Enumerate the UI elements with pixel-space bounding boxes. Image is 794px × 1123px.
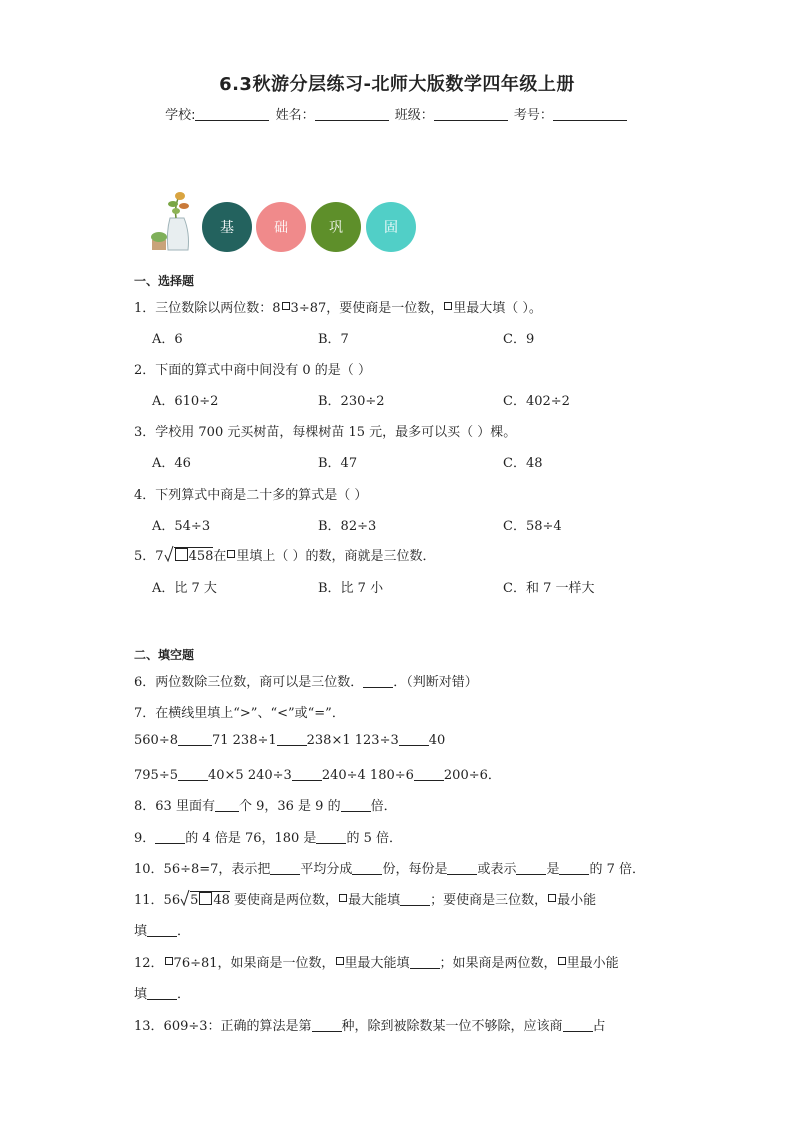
answer-blank[interactable] bbox=[400, 893, 430, 906]
answer-blank[interactable] bbox=[277, 733, 307, 746]
answer-blank[interactable] bbox=[292, 768, 322, 781]
q4-option-a[interactable]: A．54÷3 bbox=[152, 519, 211, 534]
question-3: 3．学校用 700 元买树苗，每棵树苗 15 元，最多可以买（ ）棵。 bbox=[134, 425, 517, 440]
section1-title: 一、选择题 bbox=[134, 274, 195, 288]
section2-title: 二、填空题 bbox=[134, 648, 195, 662]
q1-option-a[interactable]: A．6 bbox=[152, 332, 183, 347]
long-division-dividend-end: 48 bbox=[213, 893, 230, 908]
division-bracket-icon bbox=[180, 889, 190, 907]
q1-option-b[interactable]: B．7 bbox=[318, 332, 349, 347]
long-division-divisor: 7 bbox=[155, 549, 164, 564]
answer-blank[interactable] bbox=[447, 862, 477, 875]
answer-blank[interactable] bbox=[270, 862, 300, 875]
answer-blank[interactable] bbox=[178, 768, 208, 781]
section-banner bbox=[146, 188, 446, 258]
q3-option-c[interactable]: C．48 bbox=[503, 456, 543, 471]
box-icon bbox=[336, 957, 344, 965]
q3-option-b[interactable]: B．47 bbox=[318, 456, 358, 471]
class-label: 班级： bbox=[394, 108, 434, 123]
box-icon bbox=[175, 548, 188, 561]
answer-blank[interactable] bbox=[563, 1019, 593, 1032]
answer-blank[interactable] bbox=[341, 799, 371, 812]
question-1: 1．三位数除以两位数：8 3÷87，要使商是一位数， 里最大填（ ）。 bbox=[134, 301, 542, 316]
answer-blank[interactable] bbox=[215, 799, 239, 812]
class-blank[interactable] bbox=[434, 108, 508, 121]
answer-blank[interactable] bbox=[147, 987, 177, 1000]
page-title: 6.3秋游分层练习-北师大版数学四年级上册 bbox=[219, 74, 575, 95]
answer-blank[interactable] bbox=[178, 733, 212, 746]
answer-blank[interactable] bbox=[363, 675, 393, 688]
question-11: 11．56 5 48 要使商是两位数， 最大能填 ；要使商是三位数， 最小能 bbox=[134, 889, 596, 908]
question-6: 6．两位数除三位数，商可以是三位数． ．（判断对错） bbox=[134, 675, 478, 690]
long-division-dividend: 458 bbox=[188, 549, 214, 564]
answer-blank[interactable] bbox=[155, 831, 185, 844]
q4-option-c[interactable]: C．58÷4 bbox=[503, 519, 562, 534]
answer-blank[interactable] bbox=[316, 831, 346, 844]
box-icon bbox=[444, 302, 452, 310]
school-blank[interactable] bbox=[195, 108, 269, 121]
question-13: 13．609÷3：正确的算法是第 种，除到被除数某一位不够除，应该商 占 bbox=[134, 1019, 606, 1034]
question-9: 9． 的 4 倍是 76，180 是 的 5 倍． bbox=[134, 831, 402, 846]
box-icon bbox=[548, 894, 556, 902]
answer-blank[interactable] bbox=[410, 956, 440, 969]
question-2: 2．下面的算式中商中间没有 0 的是（ ） bbox=[134, 363, 371, 378]
question-4: 4．下列算式中商是二十多的算式是（ ） bbox=[134, 488, 368, 503]
banner-circle-1: 基 bbox=[202, 202, 252, 252]
question-11-cont: 填 ． bbox=[134, 924, 191, 939]
box-icon bbox=[558, 957, 566, 965]
plant-vase-icon bbox=[146, 188, 198, 254]
answer-blank[interactable] bbox=[147, 924, 177, 937]
question-7: 7．在横线里填上“>”、“<”或“=”． bbox=[134, 706, 345, 721]
q2-option-b[interactable]: B．230÷2 bbox=[318, 394, 385, 409]
q5-option-a[interactable]: A．比 7 大 bbox=[152, 581, 217, 596]
box-icon bbox=[339, 894, 347, 902]
division-bracket-icon bbox=[164, 545, 174, 563]
answer-blank[interactable] bbox=[516, 862, 546, 875]
question-5: 5．7 458在 里填上（ ）的数，商就是三位数． bbox=[134, 545, 436, 564]
banner-circle-4: 固 bbox=[366, 202, 416, 252]
q3-option-a[interactable]: A．46 bbox=[152, 456, 191, 471]
name-label: 姓名： bbox=[275, 108, 315, 123]
q2-option-c[interactable]: C．402÷2 bbox=[503, 394, 570, 409]
q7-row-1: 560÷8 71 238÷1 238×1 123÷3 40 bbox=[134, 733, 446, 748]
answer-blank[interactable] bbox=[399, 733, 429, 746]
answer-blank[interactable] bbox=[312, 1019, 342, 1032]
banner-circle-3: 巩 bbox=[311, 202, 361, 252]
banner-circle-2: 础 bbox=[256, 202, 306, 252]
school-label: 学校: bbox=[165, 108, 196, 123]
question-12-cont: 填 ． bbox=[134, 987, 191, 1002]
answer-blank[interactable] bbox=[414, 768, 444, 781]
q5-option-c[interactable]: C．和 7 一样大 bbox=[503, 581, 595, 596]
q7-row-2: 795÷5 40×5 240÷3 240÷4 180÷6 200÷6． bbox=[134, 768, 501, 783]
box-icon bbox=[282, 302, 290, 310]
box-icon bbox=[199, 892, 212, 905]
q2-option-a[interactable]: A．610÷2 bbox=[152, 394, 219, 409]
long-division-divisor: 56 bbox=[163, 893, 181, 908]
student-info-line bbox=[0, 104, 794, 123]
box-icon bbox=[227, 550, 235, 558]
q5-option-b[interactable]: B．比 7 小 bbox=[318, 581, 384, 596]
exam-blank[interactable] bbox=[553, 108, 627, 121]
box-icon bbox=[165, 957, 173, 965]
q1-option-c[interactable]: C．9 bbox=[503, 332, 535, 347]
exam-label: 考号： bbox=[513, 108, 553, 123]
question-8: 8．63 里面有 个 9，36 是 9 的 倍． bbox=[134, 799, 397, 814]
name-blank[interactable] bbox=[315, 108, 389, 121]
question-10: 10．56÷8=7，表示把 平均分成 份，每份是 或表示 是 的 7 倍． bbox=[134, 862, 646, 877]
question-12: 12． 76÷81，如果商是一位数， 里最大能填 ；如果商是两位数， 里最小能 bbox=[134, 956, 619, 971]
answer-blank[interactable] bbox=[559, 862, 589, 875]
long-division-dividend-start: 5 bbox=[190, 893, 199, 908]
q4-option-b[interactable]: B．82÷3 bbox=[318, 519, 377, 534]
answer-blank[interactable] bbox=[352, 862, 382, 875]
